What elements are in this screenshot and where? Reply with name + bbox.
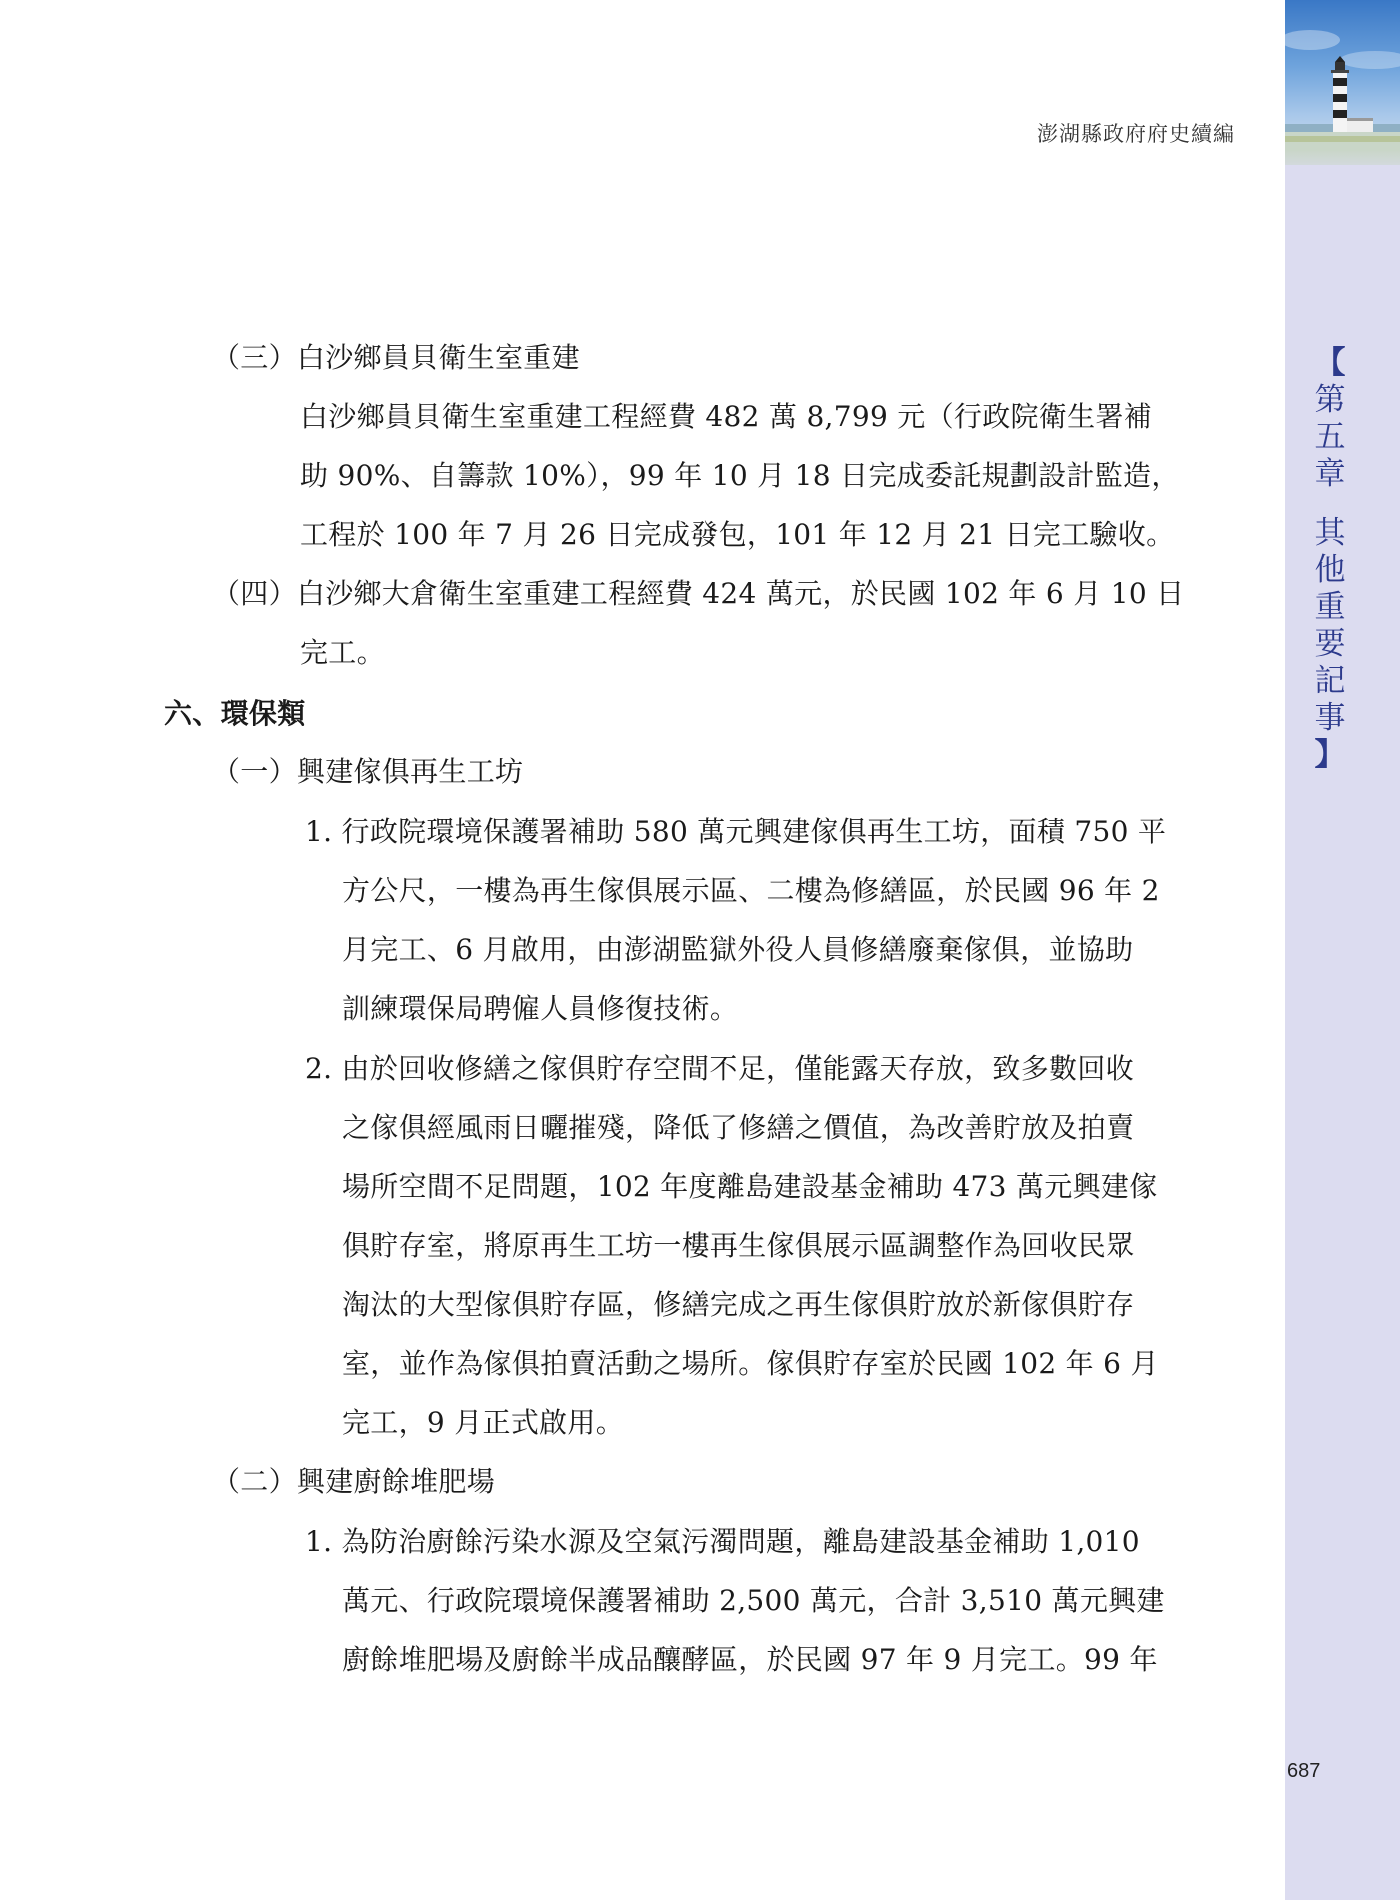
paragraph-line: 工程於 100 年 7 月 26 日完成發包，101 年 12 月 21 日完工驗收。 bbox=[300, 518, 1175, 551]
chapter-char: 章 bbox=[1314, 456, 1346, 492]
paragraph-line: 萬元、行政院環境保護署補助 2,500 萬元，合計 3,510 萬元興建 bbox=[342, 1584, 1165, 1617]
subsection-heading: （三）白沙鄉員貝衛生室重建 bbox=[212, 341, 580, 374]
chapter-tab bbox=[1310, 345, 1350, 774]
chapter-char: 五 bbox=[1314, 419, 1346, 455]
chapter-char: 第 bbox=[1314, 382, 1346, 418]
chapter-side-band bbox=[1285, 0, 1400, 1900]
chapter-bracket-open: 【 bbox=[1314, 345, 1346, 381]
paragraph-line: 白沙鄉員貝衛生室重建工程經費 482 萬 8,799 元（行政院衛生署補 bbox=[300, 400, 1153, 433]
chapter-spacer bbox=[1310, 493, 1350, 515]
chapter-char: 要 bbox=[1314, 626, 1346, 662]
paragraph-line: 場所空間不足問題，102 年度離島建設基金補助 473 萬元興建傢 bbox=[342, 1170, 1158, 1203]
paragraph-line: 室，並作為傢俱拍賣活動之場所。傢俱貯存室於民國 102 年 6 月 bbox=[342, 1347, 1159, 1380]
lighthouse-icon bbox=[1285, 0, 1400, 165]
paragraph-line: 月完工、6 月啟用，由澎湖監獄外役人員修繕廢棄傢俱，並協助 bbox=[342, 933, 1134, 966]
running-header: 澎湖縣政府府史續編 bbox=[1037, 122, 1235, 146]
paragraph-line: 助 90%、自籌款 10%），99 年 10 月 18 日完成委託規劃設計監造， bbox=[300, 459, 1180, 492]
chapter-char: 記 bbox=[1314, 663, 1346, 699]
list-item: 1. 為防治廚餘污染水源及空氣污濁問題，離島建設基金補助 1,010 bbox=[305, 1525, 1140, 1558]
paragraph-line: 訓練環保局聘僱人員修復技術。 bbox=[342, 992, 739, 1025]
paragraph-line: 之傢俱經風雨日曬摧殘，降低了修繕之價值，為改善貯放及拍賣 bbox=[342, 1111, 1135, 1144]
chapter-char: 事 bbox=[1314, 700, 1346, 736]
lighthouse-photo bbox=[1285, 0, 1400, 165]
chapter-char: 重 bbox=[1314, 589, 1346, 625]
paragraph-line: 完工。 bbox=[300, 636, 385, 669]
paragraph-line: 俱貯存室，將原再生工坊一樓再生傢俱展示區調整作為回收民眾 bbox=[342, 1229, 1135, 1262]
subsection-heading: （一）興建傢俱再生工坊 bbox=[212, 755, 524, 788]
section-heading: 六、環保類 bbox=[164, 697, 306, 730]
subsection-heading: （四）白沙鄉大倉衛生室重建工程經費 424 萬元，於民國 102 年 6 月 10 日 bbox=[212, 577, 1185, 610]
chapter-char: 他 bbox=[1314, 552, 1346, 588]
page-number: 687 bbox=[1287, 1760, 1321, 1782]
paragraph-line: 方公尺，一樓為再生傢俱展示區、二樓為修繕區，於民國 96 年 2 bbox=[342, 874, 1160, 907]
chapter-char: 其 bbox=[1314, 515, 1346, 551]
chapter-bracket-close: 】 bbox=[1314, 737, 1346, 773]
list-item: 2. 由於回收修繕之傢俱貯存空間不足，僅能露天存放，致多數回收 bbox=[305, 1052, 1134, 1085]
paragraph-line: 廚餘堆肥場及廚餘半成品釀酵區，於民國 97 年 9 月完工。99 年 bbox=[342, 1643, 1158, 1676]
list-item: 1. 行政院環境保護署補助 580 萬元興建傢俱再生工坊，面積 750 平 bbox=[305, 815, 1167, 848]
photo-fade bbox=[1285, 150, 1400, 180]
paragraph-line: 完工，9 月正式啟用。 bbox=[342, 1406, 625, 1439]
subsection-heading: （二）興建廚餘堆肥場 bbox=[212, 1465, 496, 1498]
paragraph-line: 淘汰的大型傢俱貯存區，修繕完成之再生傢俱貯放於新傢俱貯存 bbox=[342, 1288, 1135, 1321]
